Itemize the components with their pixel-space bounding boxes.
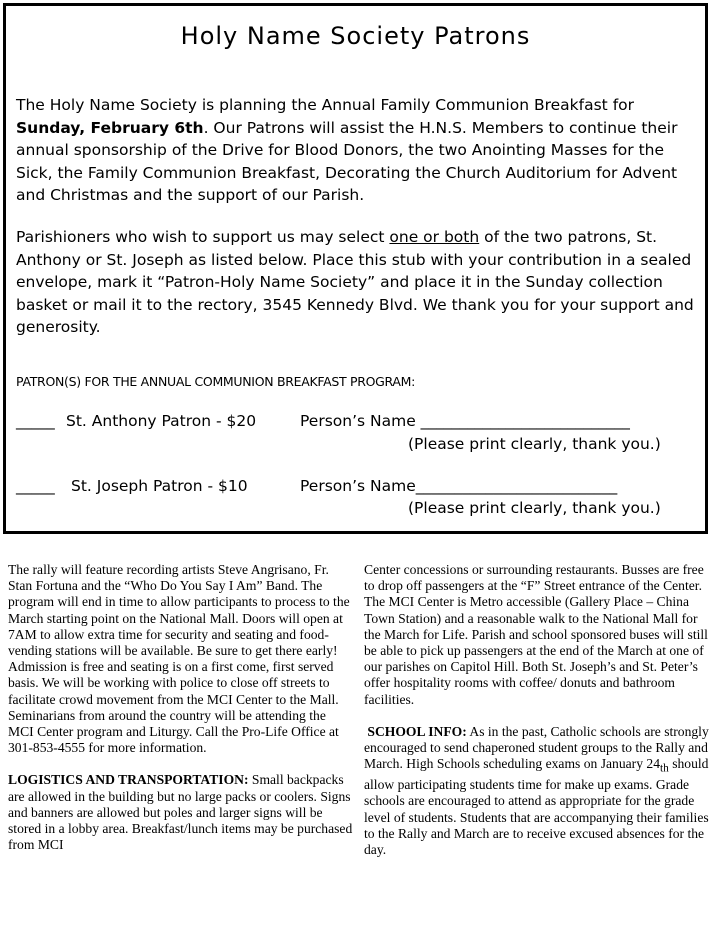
- school-info-date-suffix: th: [660, 762, 669, 775]
- anthony-print-note: (Please print clearly, thank you.): [408, 435, 661, 453]
- article-right-column: [364, 562, 714, 858]
- anthony-patron-label: St. Anthony Patron - $20: [66, 412, 257, 430]
- instructions-paragraph: [16, 226, 704, 339]
- intro-paragraph: [16, 94, 704, 207]
- form-heading: PATRON(S) FOR THE ANNUAL COMMUNION BREAKFAST PROGRAM:: [16, 374, 416, 389]
- school-info-heading: SCHOOL INFO:: [367, 723, 467, 739]
- logistics-text: Small backpacks are allowed in the building but no large packs or coolers. Signs and banners are allowed but poles and larger signs will be stored in a lobby area. Breakfast/lunch items may be purchased from MCI: [8, 772, 353, 853]
- instructions-text-end: of the two patrons, St. Anthony or St. Joseph as listed below. Place this stub with your contribution in a sealed envelope, mark it “Patron-Holy Name Society” and place it in the Sunday collection basket or mail it to the rectory, 3545 Kennedy Blvd. We thank you for your support and generosity.: [16, 228, 694, 336]
- transport-paragraph: Center concessions or surrounding restaurants. Busses are free to drop off passengers at the “F” Street entrance of the Center. The MCI Center is Metro accessible (Gallery Place – China Town Station) and a reasonable walk to the National Mall for the March for Life. Parish and school sponsored buses will still be able to pick up passengers at the end of the March at one of our parishes on Capitol Hill. Both St. Joseph’s and St. Peter’s offer hospitality rooms with coffee/ donuts and bathroom facilities.: [364, 562, 708, 707]
- one-or-both-emphasis: one or both: [389, 228, 480, 246]
- joseph-patron-label: St. Joseph Patron - $10: [71, 477, 248, 495]
- article-left-column: [8, 562, 353, 853]
- school-info-text-start: As in the past, Catholic schools are strongly encouraged to send chaperoned student groups to the Rally and March. High Schools scheduling exams on January 24: [364, 723, 709, 772]
- joseph-print-note: (Please print clearly, thank you.): [408, 499, 661, 517]
- school-info-paragraph: [364, 724, 714, 858]
- page-title: Holy Name Society Patrons: [180, 22, 531, 50]
- school-info-text-end: should allow participating students time for make up exams. Grade schools are encouraged to attend as appropriate for the grade level of students. Students that are accompanying their families to the Rally and March are to receive excused absences for the day.: [364, 756, 709, 857]
- anthony-checkbox-blank[interactable]: _____: [16, 412, 55, 430]
- patron-form-box: [3, 3, 708, 534]
- joseph-name-field[interactable]: Person’s Name__________________________: [300, 477, 618, 495]
- breakfast-date: Sunday, February 6th: [16, 118, 204, 137]
- intro-text-start: The Holy Name Society is planning the Annual Family Communion Breakfast for: [16, 96, 635, 114]
- instructions-text-start: Parishioners who wish to support us may select: [16, 228, 390, 246]
- intro-text-end: . Our Patrons will assist the H.N.S. Members to continue their annual sponsorship of the Drive for Blood Donors, the two Anointing Masses for the Sick, the Family Communion Breakfast, Decorating the Church Auditorium for Advent and Christmas and the support of our Parish.: [16, 118, 678, 204]
- joseph-checkbox-blank[interactable]: _____: [16, 477, 55, 495]
- rally-paragraph: The rally will feature recording artists Steve Angrisano, Fr. Stan Fortuna and the “Who Do You Say I Am” Band. The program will end in time to allow participants to process to the March starting point on the National Mall. Doors will open at 7AM to allow extra time for security and seating and food-vending stations will be available. Be sure to get there early! Admission is free and seating is on a first come, first served basis. We will be working with police to close off streets to facilitate crowd movement from the MCI Center to the Mall. Seminarians from around the country will be attending the MCI Center program and Liturgy. Call the Pro-Life Office at 301-853-4555 for more information.: [8, 562, 350, 756]
- logistics-heading: LOGISTICS AND TRANSPORTATION:: [8, 772, 249, 788]
- logistics-paragraph: [8, 772, 353, 853]
- anthony-name-field[interactable]: Person’s Name ___________________________: [300, 412, 630, 430]
